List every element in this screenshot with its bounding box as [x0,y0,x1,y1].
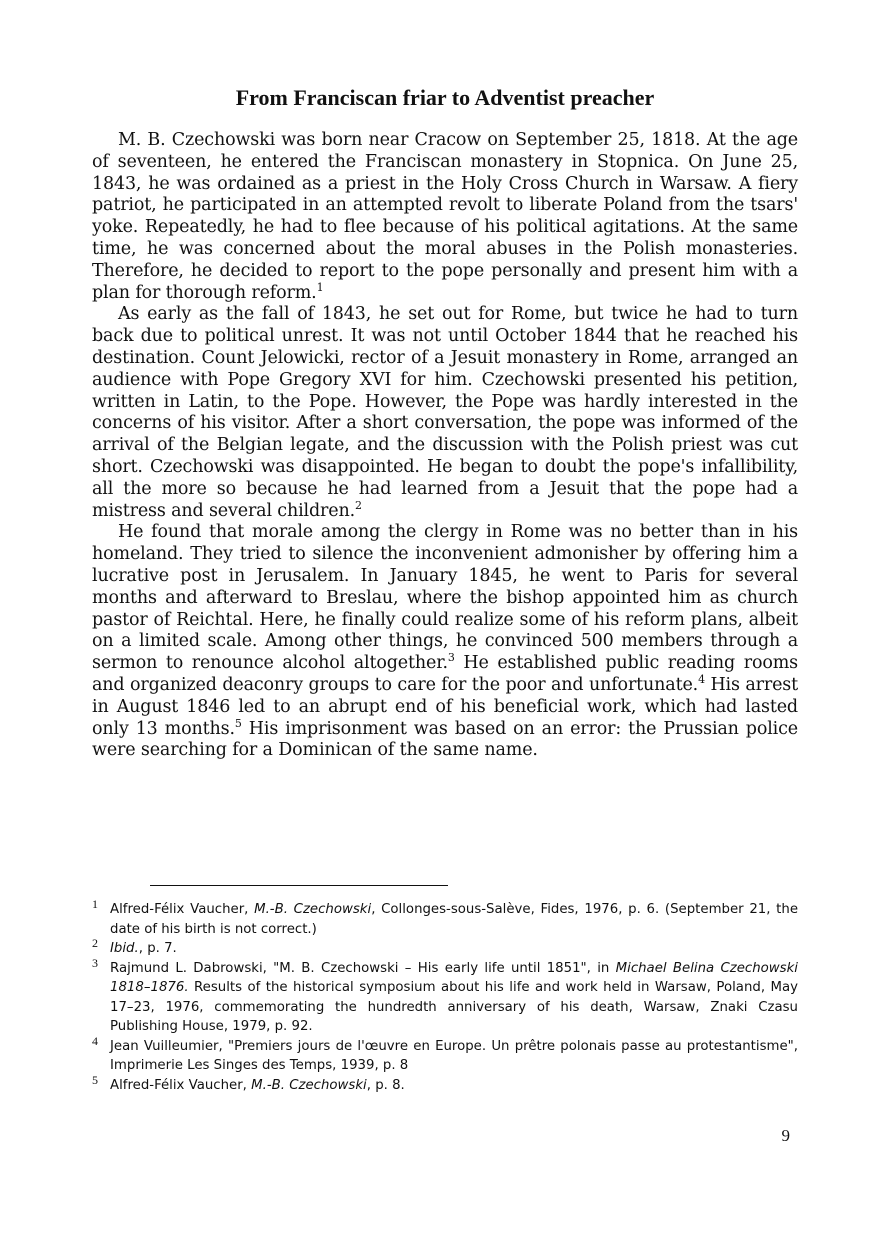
footnote-number: 4 [92,1033,98,1048]
paragraph-text: His arrest in August 1846 led to an abrupt end of his beneficial work, which had lasted only 13 months. [92,674,798,739]
paragraph-text: His imprisonment was based on an error: the Prussian police were searching for a Dominican of the same name. [92,718,798,761]
footnote-text [110,959,798,1037]
footnote-3 [92,955,798,1037]
footnote-text-part: Alfred-Félix Vaucher, [110,1077,252,1093]
footnote-1 [92,897,798,939]
paragraph-2 [92,304,798,522]
footnote-divider [150,885,448,886]
footnotes [92,897,798,1095]
footnote-ref-1[interactable]: 1 [316,280,324,294]
paragraph-text: As early as the fall of 1843, he set out for Rome, but twice he had to turn back due to political unrest. It was not until October 1844 that he reached his destination. Count Jelowicki, rector of a Jesuit monastery in Rome, arranged an audience with Pope Gregory XVI for him. Czechowski presented his petition, written in Latin, to the Pope. However, the Pope was hardly interested in the concerns of his visitor. After a short conversation, the pope was informed of the arrival of the Belgian legate, and the discussion with the Polish priest was cut short. Czechowski was disappointed. He began to doubt the pope's infallibility, all the more so because he had learned from a Jesuit that the pope had a mistress and several children. [92,304,798,521]
footnote-text-part: , Collonges-sous-Salève, Fides, 1976, p. 6. (September 21, the date of his birth is not correct.) [110,902,798,937]
footnote-number: 3 [92,955,98,970]
footnote-ref-2[interactable]: 2 [354,498,362,512]
footnote-text-part: , p. 7. [138,941,177,956]
footnote-title: M.-B. Czechowski [254,902,372,917]
page-number: 9 [781,1126,790,1145]
footnote-title: M.-B. Czechowski [251,1077,367,1093]
body-text [92,130,798,762]
paragraph-3 [92,522,798,762]
footnote-ref-5[interactable]: 5 [234,716,242,730]
paragraph-text: He established public reading rooms and organized deaconry groups to care for the poor and unfortunate. [92,653,798,695]
footnote-2 [92,936,798,959]
footnote-text-part: Alfred-Félix Vaucher, [110,902,255,917]
footnote-text-part: Rajmund L. Dabrowski, "M. B. Czechowski – His early life until 1851", in [110,960,616,976]
paragraph-text: M. B. Czechowski was born near Cracow on September 25, 1818. At the age of seventeen, he entered the Franciscan monastery in Stopnica. On June 25, 1843, he was ordained as a priest in the Holy Cross Church in Warsaw. A fiery patriot, he participated in an attempted revolt to liberate Poland from the tsars' yoke. Repeatedly, he had to flee because of his political agitations. At the same time, he was concerned about the moral abuses in the Polish monasteries. Therefore, he decided to report to the pope personally and present him with a plan for thorough reform. [92,130,798,303]
footnote-4 [92,1033,798,1076]
footnote-number: 2 [92,936,98,950]
footnote-text-part: Results of the historical symposium about his life and work held in Warsaw, Poland, May 17–23, 1976, commemorating the hundredth anniversary of his death, Warsaw, Znaki Czasu Publishing House, 1979, p. 92. [110,980,798,1034]
footnote-ref-3[interactable]: 3 [447,651,455,665]
footnote-text-part: , p. 8. [366,1077,405,1093]
footnote-text-part: Jean Vuilleumier, "Premiers jours de l'œuvre en Europe. Un prêtre polonais passe au protestantisme", Imprimerie Les Singes des Temps, 1939, p. 8 [110,1038,798,1073]
footnote-text [110,1076,798,1096]
paragraph-1 [92,130,798,304]
footnote-text [110,1037,798,1076]
footnote-text [110,900,798,939]
footnote-title: Ibid. [110,941,139,956]
footnote-number: 5 [92,1072,98,1087]
paragraph-text: He found that morale among the clergy in Rome was no better than in his homeland. They tried to silence the inconvenient admonisher by offering him a lucrative post in Jerusalem. In January 1845, he went to Paris for several months and afterward to Breslau, where the bishop appointed him as church pastor of Reichtal. Here, he finally could realize some of his reform plans, albeit on a limited scale. Among other things, he convinced 500 members through a sermon to renounce alcohol altogether. [92,522,798,674]
footnote-ref-4[interactable]: 4 [698,672,705,686]
footnote-number: 1 [92,897,98,911]
footnote-text [110,939,798,959]
footnote-title: Michael Belina Czechowski 1818–1876. [110,960,798,995]
chapter-title: From Franciscan friar to Adventist preacher [235,85,655,110]
footnote-5 [92,1072,798,1096]
